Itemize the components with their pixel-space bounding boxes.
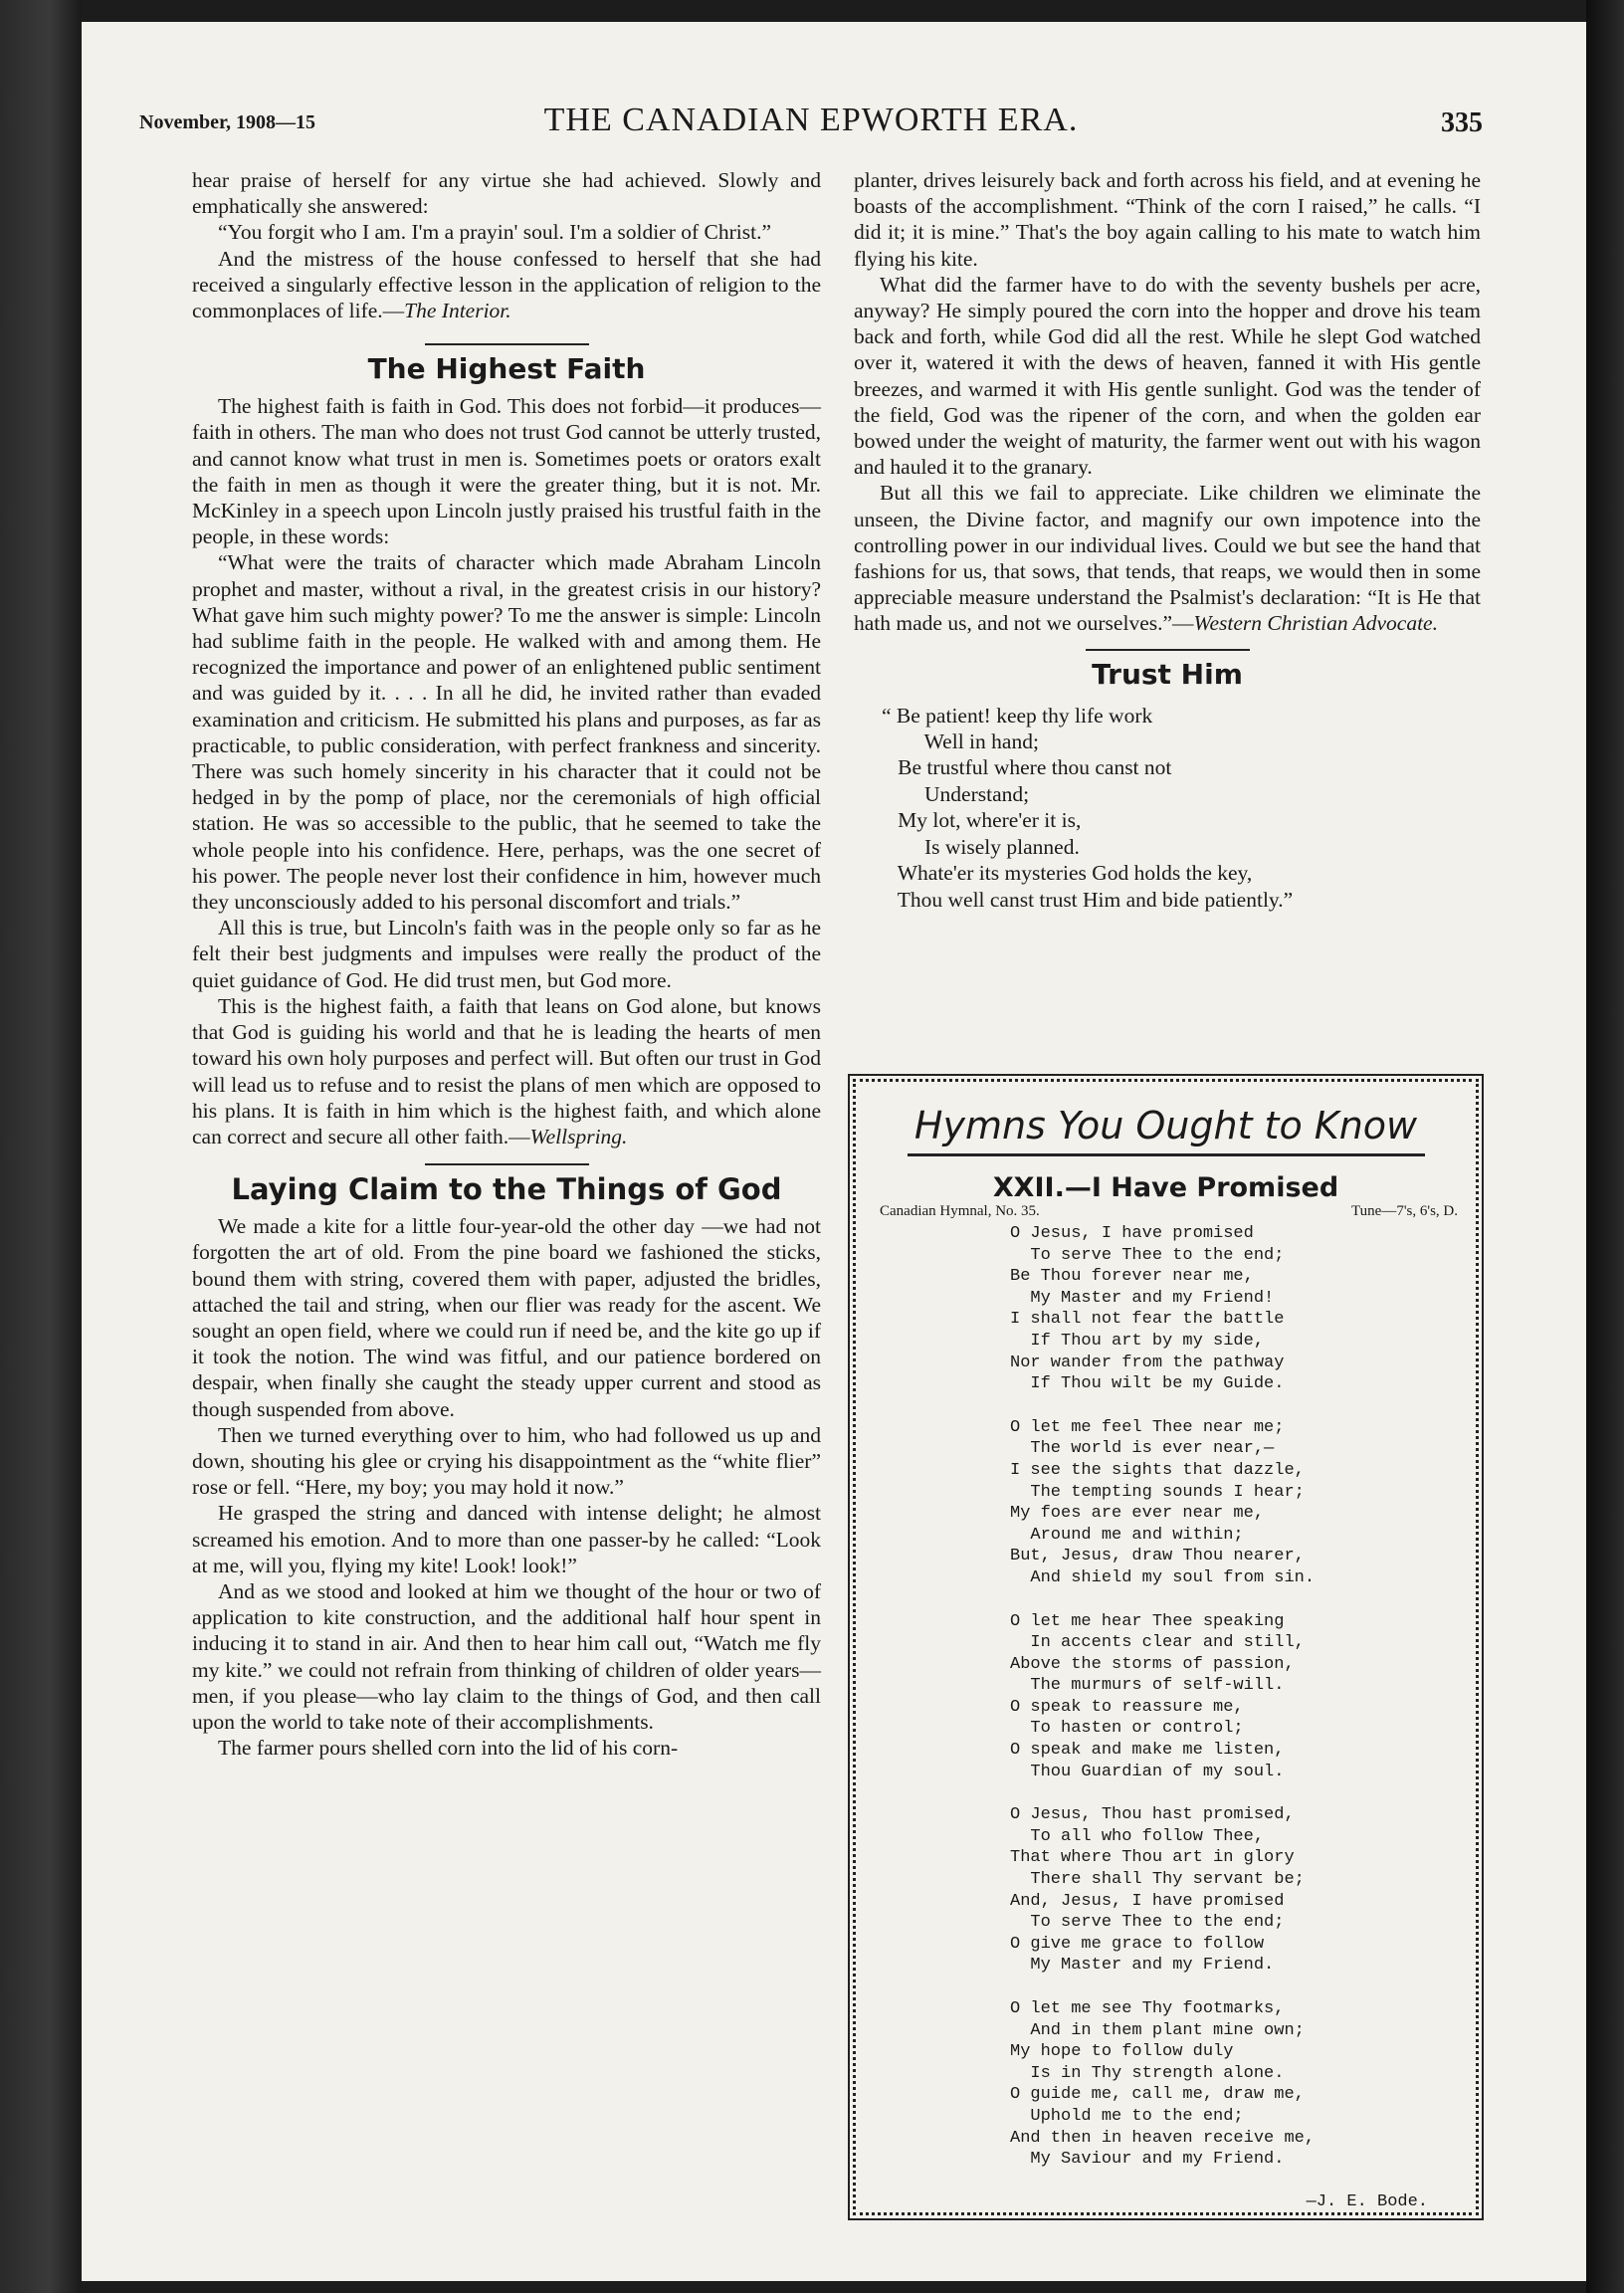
article-paragraph: planter, drives leisurely back and forth across his field, and at evening he boasts of the accomplishment. “Think of the corn I raised,” he calls. “I did it; it is mine.” That's the boy again calling to his mate to watch him flying his kite. [854, 168, 1481, 271]
hymn-title: XXII.—I Have Promised [992, 1172, 1339, 1203]
book-spine [0, 0, 82, 2293]
hymn-line: To serve Thee to the end; [1010, 1245, 1285, 1265]
hymn-line: O give me grace to follow [1010, 1934, 1265, 1954]
hymn-line: And shield my soul from sin. [1010, 1567, 1316, 1587]
hymn-stanza [1010, 1998, 1476, 2171]
hymn-line: O let me hear Thee speaking [1010, 1611, 1285, 1631]
article-paragraph: All this is true, but Lincoln's faith was in the people only so far as he felt their best judgments and impulses were really the product of the quiet guidance of God. He did trust men, but God more. [192, 916, 821, 992]
hymn-line: Nor wander from the pathway [1010, 1353, 1285, 1372]
hymn-stanza [1010, 1223, 1476, 1395]
poem-line: My lot, where'er it is, [882, 808, 1082, 833]
article-title-highest-faith: The Highest Faith [367, 352, 646, 386]
poem-trust-him [882, 703, 1481, 913]
article-paragraph [854, 480, 1481, 636]
poem-line: Understand; [882, 781, 1030, 806]
hymn-line: In accents clear and still, [1010, 1633, 1305, 1653]
hymn-lyrics [1010, 1223, 1476, 2171]
running-head [139, 102, 1483, 147]
hymn-line: To all who follow Thee, [1010, 1826, 1265, 1846]
article-paragraph: What did the farmer have to do with the seventy bushels per acre, anyway? He simply poured the corn into the hopper and drove his team back and forth, while God did all the rest. While he slept God watched over it, watered it with the dews of heaven, fanned it with His gentle breezes, and warmed it with His gentle sunlight. God was the tender of the field, God was the ripener of the corn, and when the golden ear bowed under the weight of maturity, the farmer went out with his wagon and hauled it to the granary. [854, 272, 1481, 480]
section-divider [1086, 649, 1250, 651]
hymn-line: To hasten or control; [1010, 1719, 1244, 1739]
hymn-line: Is in Thy strength alone. [1010, 2063, 1285, 2083]
hymn-line: My Saviour and my Friend. [1010, 2150, 1285, 2170]
hymn-stanza [1010, 1804, 1476, 1977]
hymn-author: —J. E. Bode. [1306, 2191, 1428, 2211]
intro-text: And the mistress of the house confessed to herself that she had received a singularly effective lesson in the application of religion to the commonplaces of life.— [192, 246, 821, 323]
article-text: This is the highest faith, a faith that leans on God alone, but knows that God is guiding his world and that he is leading the hearts of men toward his own holy purposes and perfect will. But often our trust in God will lead us to refuse and to resist the plans of men which are opposed to his plans. It is faith in him which is the highest faith, and which alone can correct and secure all other faith.— [192, 993, 821, 1148]
article-paragraph: The highest faith is faith in God. This does not forbid—it produces—faith in others. The man who does not trust God cannot be utterly trusted, and cannot know what trust in men is. Sometimes poets or orators exalt the faith in men as though it were the greater thing, but it is not. Mr. McKinley in a speech upon Lincoln justly praised his trustful faith in the people, in these words: [192, 394, 821, 549]
hymn-line: I see the sights that dazzle, [1010, 1460, 1305, 1480]
intro-paragraph [192, 246, 821, 324]
hymn-line: That where Thou art in glory [1010, 1848, 1295, 1868]
hymns-box [853, 1079, 1479, 2215]
section-divider [425, 343, 589, 345]
page-number: 335 [1441, 107, 1483, 138]
article-paragraph: Then we turned everything over to him, who had followed us up and down, shouting his glee or crying his disappointment as the “white flier” rose or fell. “Here, my boy; you may hold it now.” [192, 1422, 821, 1500]
hymn-line: If Thou wilt be my Guide. [1010, 1374, 1285, 1394]
section-divider [425, 1163, 589, 1165]
intro-paragraph: “You forgit who I am. I'm a prayin' soul. I'm a soldier of Christ.” [218, 220, 772, 245]
hymn-line: My foes are ever near me, [1010, 1504, 1265, 1524]
article-source: Wellspring. [529, 1124, 628, 1148]
poem-line: Well in hand; [882, 730, 1039, 754]
article-paragraph: And as we stood and looked at him we thought of the hour or two of application to kite construction, and the additional half hour spent in inducing it to stand in air. And then to hear him call out, “Watch me fly my kite.” we could not refrain from thinking of children of older years—men, if you please—who lay claim to the things of God, and then call upon the world to take note of their accomplishments. [192, 1578, 821, 1734]
hymn-stanza [1010, 1611, 1476, 1783]
right-column [854, 167, 1481, 913]
hymn-line: But, Jesus, draw Thou nearer, [1010, 1547, 1305, 1566]
intro-paragraph: hear praise of herself for any virtue she had achieved. Slowly and emphatically she answered: [192, 168, 821, 219]
poem-line: Is wisely planned. [882, 834, 1080, 859]
hymn-line: Around me and within; [1010, 1525, 1244, 1545]
hymn-line: There shall Thy servant be; [1010, 1870, 1305, 1890]
hymn-line: O guide me, call me, draw me, [1010, 2085, 1305, 2105]
left-column [192, 167, 821, 1761]
issue-date: November, 1908—15 [139, 111, 316, 133]
article-paragraph: The farmer pours shelled corn into the lid of his corn- [218, 1736, 679, 1761]
hymn-line: Uphold me to the end; [1010, 2106, 1244, 2126]
hymn-line: If Thou art by my side, [1010, 1331, 1265, 1351]
hymn-line: O let me see Thy footmarks, [1010, 1999, 1285, 2018]
poem-line: Whate'er its mysteries God holds the key, [882, 861, 1253, 886]
hymn-line: My Master and my Friend. [1010, 1956, 1275, 1976]
hymn-line: The tempting sounds I hear; [1010, 1482, 1305, 1502]
hymn-line: O speak and make me listen, [1010, 1741, 1285, 1761]
hymn-line: And in them plant mine own; [1010, 2020, 1305, 2040]
article-source: Western Christian Advocate. [1193, 611, 1438, 636]
poem-line: Be trustful where thou canst not [882, 755, 1172, 780]
hymn-line: O speak to reassure me, [1010, 1697, 1244, 1717]
poem-title-trust-him: Trust Him [1092, 657, 1243, 691]
article-paragraph: We made a kite for a little four-year-old the other day —we had not forgotten the art of old. From the pine board we fashioned the sticks, bound them with string, covered them with paper, adjusted the bridles, attached the tail and string, when our flier was ready for the ascent. We sought an open field, where we could run if need be, and the kite go up if it took the notion. The wind was fitful, and our patience bordered on despair, when finally she caught the steady upper current and stood as though suspended from above. [192, 1214, 821, 1421]
hymn-line: O Jesus, I have promised [1010, 1224, 1254, 1243]
hymn-line: And then in heaven receive me, [1010, 2128, 1316, 2148]
hymn-line: O Jesus, Thou hast promised, [1010, 1805, 1295, 1825]
article-paragraph: “What were the traits of character which made Abraham Lincoln prophet and master, without a rival, in the greatest crisis in our history? What gave him such mighty power? To me the answer is simple: Lincoln had sublime faith in the people. He walked with and among them. He recognized the importance and power of an enlightened public sentiment and was guided by it. . . . In all he did, he invited rather than evaded examination and criticism. He submitted his plans and purposes, as far as practicable, to public consideration, with perfect frankness and sincerity. There was such homely sincerity in his character that it could not be hedged in by the pomp of place, nor the ceremonials of high official station. He was so accessible to the public, that he seemed to take the whole people into his confidence. Here, perhaps, was the one secret of his power. The people never lost their confidence in him, however much they unconsciously added to his personal discomfort and trials.” [192, 550, 821, 915]
article-text: But all this we fail to appreciate. Like children we eliminate the unseen, the Divine factor, and magnify our own impotence into the controlling power in our individual lives. Could we but see the hand that fashions for us, that sows, that tends, that reaps, we would then in some appreciable measure understand the Psalmist's declaration: “It is He that hath made us, and not we ourselves.”— [854, 481, 1481, 636]
scan-edge [1586, 0, 1624, 2293]
hymnal-reference: Canadian Hymnal, No. 35. [880, 1203, 1040, 1219]
article-paragraph: He grasped the string and danced with intense delight; he almost screamed his emotion. And to more than one passer-by he called: “Look at me, will you, flying my kite! Look! look!” [192, 1501, 821, 1577]
hymn-line: And, Jesus, I have promised [1010, 1891, 1285, 1911]
article-paragraph [192, 993, 821, 1149]
hymn-tune: Tune—7's, 6's, D. [1351, 1203, 1458, 1219]
magazine-title: THE CANADIAN EPWORTH ERA. [543, 102, 1079, 138]
hymn-line: To serve Thee to the end; [1010, 1913, 1285, 1933]
hymn-line: Thou Guardian of my soul. [1010, 1762, 1285, 1781]
hymn-line: I shall not fear the battle [1010, 1310, 1285, 1330]
hymn-stanza [1010, 1417, 1476, 1589]
hymn-line: My hope to follow duly [1010, 2042, 1234, 2062]
hymn-meta [874, 1203, 1458, 1223]
hymn-line: O let me feel Thee near me; [1010, 1417, 1285, 1437]
article-title-laying-claim: Laying Claim to the Things of God [231, 1172, 782, 1207]
intro-source: The Interior. [404, 299, 511, 323]
hymn-line: Above the storms of passion, [1010, 1654, 1295, 1674]
poem-line: “ Be patient! keep thy life work [882, 703, 1153, 728]
hymns-divider [908, 1153, 1425, 1156]
poem-line: Thou well canst trust Him and bide patiently.” [882, 887, 1294, 912]
hymn-line: Be Thou forever near me, [1010, 1267, 1254, 1287]
hymn-line: The world is ever near,— [1010, 1439, 1275, 1459]
hymn-line: My Master and my Friend! [1010, 1288, 1275, 1308]
hymns-heading: Hymns You Ought to Know [914, 1104, 1418, 1147]
hymn-line: The murmurs of self-will. [1010, 1676, 1285, 1696]
